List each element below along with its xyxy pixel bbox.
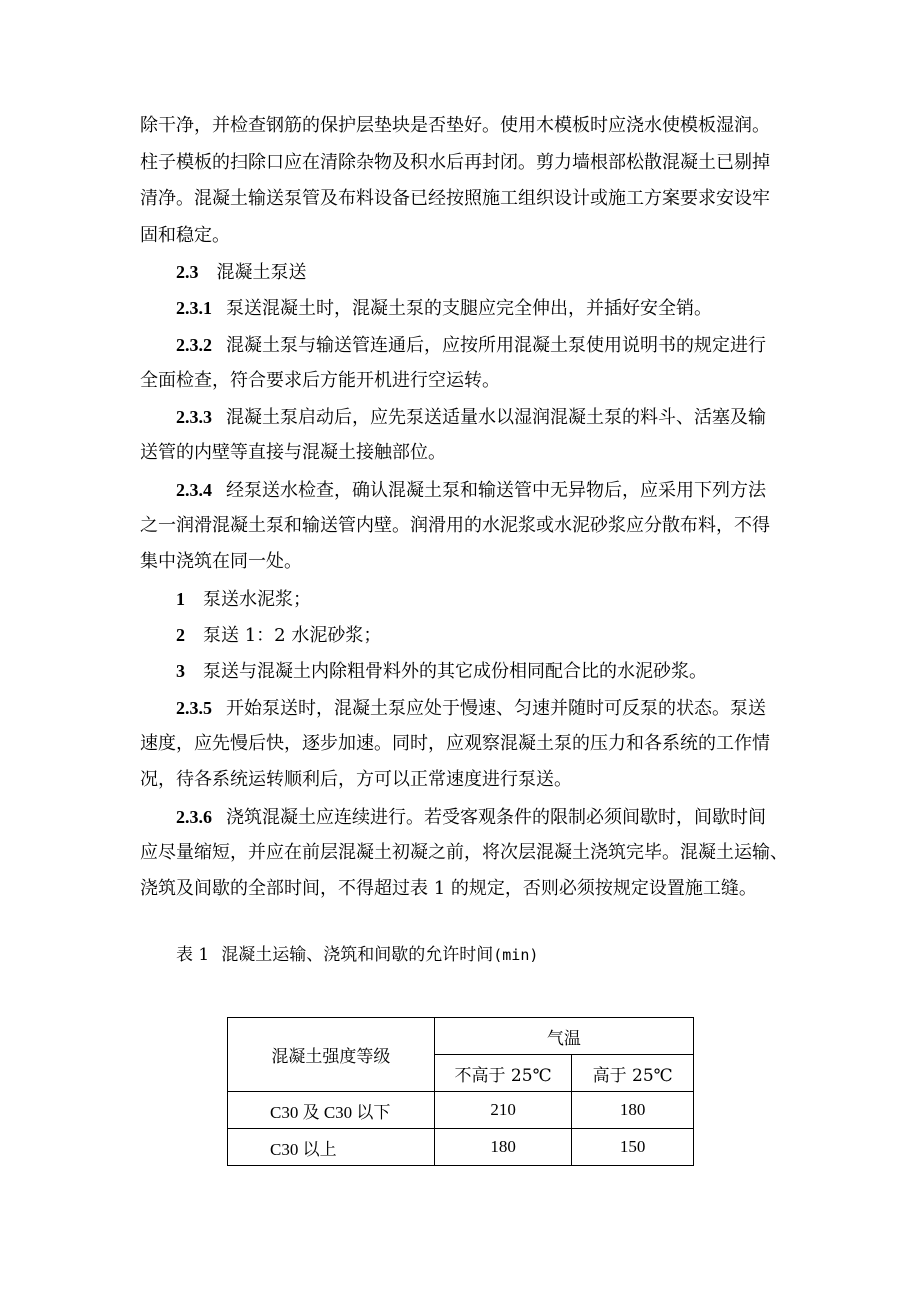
section-title: 混凝土泵送 <box>216 262 307 283</box>
clause-2-3-5 <box>176 696 766 721</box>
clause-text: 经泵送水检查，确认混凝土泵和输送管中无异物后，应采用下列方法 <box>226 480 766 501</box>
list-item <box>176 659 707 684</box>
clause-number: 2.3.4 <box>176 480 212 500</box>
header-grade-cell: 混凝土强度等级 <box>228 1018 435 1092</box>
list-item-number: 1 <box>176 589 185 609</box>
table-caption-text: 混凝土运输、浇筑和间歇的允许时间 <box>221 945 494 965</box>
paragraph-line: 清净。混凝土输送泵管及布料设备已经按照施工组织设计或施工方案要求安设牢 <box>140 188 770 209</box>
clause-number: 2.3.6 <box>176 807 212 827</box>
list-item <box>176 623 381 648</box>
paragraph-line: 除干净，并检查钢筋的保护层垫块是否垫好。使用木模板时应浇水使模板湿润。 <box>140 115 770 136</box>
paragraph-line: 固和稳定。 <box>140 225 230 246</box>
paragraph-line: 浇筑及间歇的全部时间，不得超过表 1 的规定，否则必须按规定设置施工缝。 <box>140 878 757 899</box>
clause-number: 2.3.3 <box>176 407 212 427</box>
low-temp-value-cell: 210 <box>434 1092 571 1129</box>
paragraph-line: 应尽量缩短，并应在前层混凝土初凝之前，将次层混凝土浇筑完毕。混凝土运输、 <box>140 842 788 863</box>
list-item-number: 2 <box>176 625 185 645</box>
low-temp-value-cell: 180 <box>434 1129 571 1166</box>
list-item-number: 3 <box>176 661 185 681</box>
table-caption <box>176 943 538 967</box>
table-caption-unit: (min) <box>493 946 539 964</box>
clause-text: 混凝土泵启动后，应先泵送适量水以湿润混凝土泵的料斗、活塞及输 <box>226 407 766 428</box>
clause-2-3-1 <box>176 296 712 321</box>
paragraph-line: 速度，应先慢后快，逐步加速。同时，应观察混凝土泵的压力和各系统的工作情 <box>140 733 770 754</box>
section-heading-2-3 <box>176 260 307 285</box>
clause-number: 2.3.5 <box>176 698 212 718</box>
paragraph-line: 集中浇筑在同一处。 <box>140 551 302 572</box>
clause-text: 开始泵送时，混凝土泵应处于慢速、匀速并随时可反泵的状态。泵送 <box>226 698 766 719</box>
paragraph-line: 柱子模板的扫除口应在清除杂物及积水后再封闭。剪力墙根部松散混凝土已剔掉 <box>140 152 770 173</box>
paragraph-line: 之一润滑混凝土泵和输送管内壁。润滑用的水泥浆或水泥砂浆应分散布料，不得 <box>140 515 770 536</box>
paragraph-line: 况，待各系统运转顺利后，方可以正常速度进行泵送。 <box>140 769 572 790</box>
clause-2-3-2 <box>176 333 766 358</box>
list-item <box>176 587 311 612</box>
section-number: 2.3 <box>176 262 199 282</box>
header-temperature-cell: 气温 <box>434 1018 693 1055</box>
clause-text: 混凝土泵与输送管连通后，应按所用混凝土泵使用说明书的规定进行 <box>226 335 766 356</box>
table-header-row <box>228 1018 694 1055</box>
clause-2-3-3 <box>176 405 766 430</box>
header-high-temp-cell: 高于 25℃ <box>572 1055 694 1092</box>
clause-text: 泵送混凝土时，混凝土泵的支腿应完全伸出，并插好安全销。 <box>226 298 712 319</box>
high-temp-value-cell: 180 <box>572 1092 694 1129</box>
high-temp-value-cell: 150 <box>572 1129 694 1166</box>
table-row <box>228 1092 694 1129</box>
paragraph-line: 送管的内壁等直接与混凝土接触部位。 <box>140 442 446 463</box>
allowed-time-table <box>227 1017 694 1166</box>
clause-2-3-6 <box>176 805 766 830</box>
list-item-text: 泵送与混凝土内除粗骨料外的其它成份相同配合比的水泥砂浆。 <box>203 661 707 682</box>
header-low-temp-cell: 不高于 25℃ <box>434 1055 571 1092</box>
table-row <box>228 1129 694 1166</box>
clause-text: 浇筑混凝土应连续进行。若受客观条件的限制必须间歇时，间歇时间 <box>226 807 766 828</box>
paragraph-line: 全面检查，符合要求后方能开机进行空运转。 <box>140 370 500 391</box>
clause-number: 2.3.2 <box>176 335 212 355</box>
list-item-text: 泵送 1：2 水泥砂浆； <box>203 625 382 646</box>
clause-2-3-4 <box>176 478 766 503</box>
list-item-text: 泵送水泥浆； <box>203 589 311 610</box>
clause-number: 2.3.1 <box>176 298 212 318</box>
grade-cell: C30 以上 <box>228 1129 435 1166</box>
grade-cell: C30 及 C30 以下 <box>228 1092 435 1129</box>
table-caption-number: 表 1 <box>176 945 210 965</box>
